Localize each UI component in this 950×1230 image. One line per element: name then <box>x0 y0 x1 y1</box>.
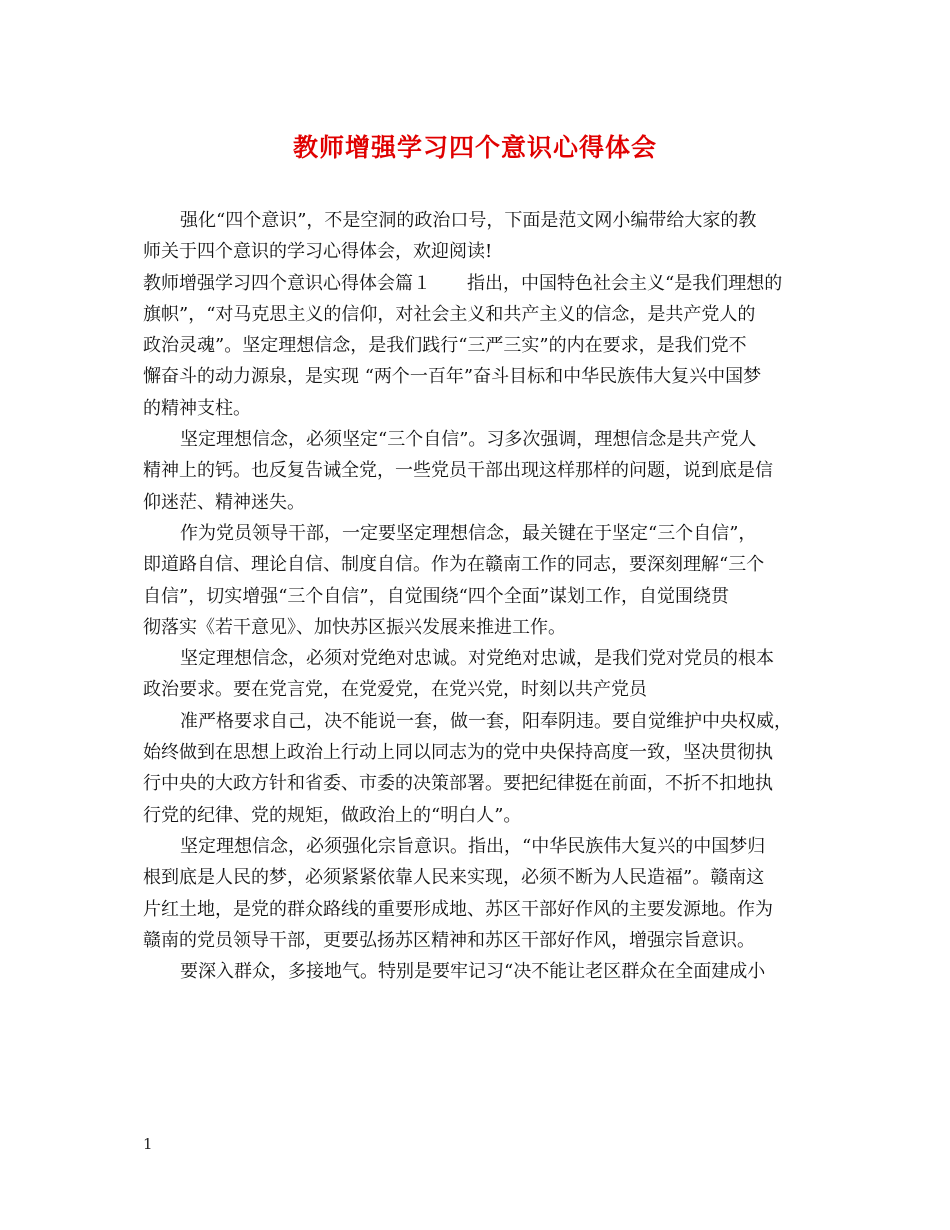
text-line: 准严格要求自己，决不能说一套，做一套，阳奉阴违。要自觉维护中央权威， <box>180 710 792 732</box>
text-line: 仰迷茫、精神迷失。 <box>143 491 305 513</box>
text-line: 要深入群众，多接地气。特别是要牢记习“决不能让老区群众在全面建成小 <box>180 961 766 983</box>
text-line: 片红土地，是党的群众路线的重要形成地、苏区干部好作风的主要发源地。作为 <box>143 898 773 920</box>
text-line: 作为党员领导干部，一定要坚定理想信念，最关键在于坚定“三个自信”， <box>180 522 757 544</box>
text-line: 行党的纪律、党的规矩，做政治上的“明白人”。 <box>143 804 522 826</box>
text-line: 根到底是人民的梦，必须紧紧依靠人民来实现，必须不断为人民造福”。赣南这 <box>143 867 765 889</box>
text-line: 坚定理想信念，必须强化宗旨意识。指出，“中华民族伟大复兴的中国梦归 <box>180 835 766 857</box>
text-line: 强化“四个意识”，不是空洞的政治口号，下面是范文网小编带给大家的教 <box>180 210 757 231</box>
text-line: 的精神支柱。 <box>143 397 251 419</box>
text-line: 坚定理想信念，必须对党绝对忠诚。对党绝对忠诚，是我们党对党员的根本 <box>180 648 774 670</box>
text-line: 行中央的大政方针和省委、市委的决策部署。要把纪律挺在前面，不折不扣地执 <box>143 773 773 795</box>
text-line: 坚定理想信念，必须坚定“三个自信”。习多次强调，理想信念是共产党人 <box>180 429 757 451</box>
text-line: 自信”，切实增强“三个自信”，自觉围绕“四个全面”谋划工作，自觉围绕贯 <box>143 585 730 607</box>
text-line: 师关于四个意识的学习心得体会，欢迎阅读! <box>143 241 493 263</box>
text-line: 赣南的党员领导干部，更要弘扬苏区精神和苏区干部好作风，增强宗旨意识。 <box>143 929 755 951</box>
text-line: 懈奋斗的动力源泉，是实现 “两个一百年”奋斗目标和中华民族伟大复兴中国梦 <box>143 366 762 388</box>
text-line: 精神上的钙。也反复告诫全党，一些党员干部出现这样那样的问题，说到底是信 <box>143 460 773 482</box>
text-line: 始终做到在思想上政治上行动上同以同志为的党中央保持高度一致，坚决贯彻执 <box>143 742 773 764</box>
document-body <box>143 205 823 987</box>
text-line: 彻落实《若干意见》、加快苏区振兴发展来推进工作。 <box>143 616 566 638</box>
text-line: 政治灵魂”。坚定理想信念，是我们践行“三严三实”的内在要求，是我们党不 <box>143 335 747 357</box>
page-number: 1 <box>143 1135 153 1153</box>
text-line: 即道路自信、理论自信、制度自信。作为在赣南工作的同志，要深刻理解“三个 <box>143 554 765 576</box>
document-title: 教师增强学习四个意识心得体会 <box>292 133 657 162</box>
text-line: 教师增强学习四个意识心得体会篇１ 指出，中国特色社会主义“是我们理想的 <box>143 272 783 294</box>
text-line: 政治要求。要在党言党，在党爱党，在党兴党，时刻以共产党员 <box>143 679 647 701</box>
text-line: 旗帜”，“对马克思主义的信仰，对社会主义和共产主义的信念，是共产党人的 <box>143 303 756 325</box>
